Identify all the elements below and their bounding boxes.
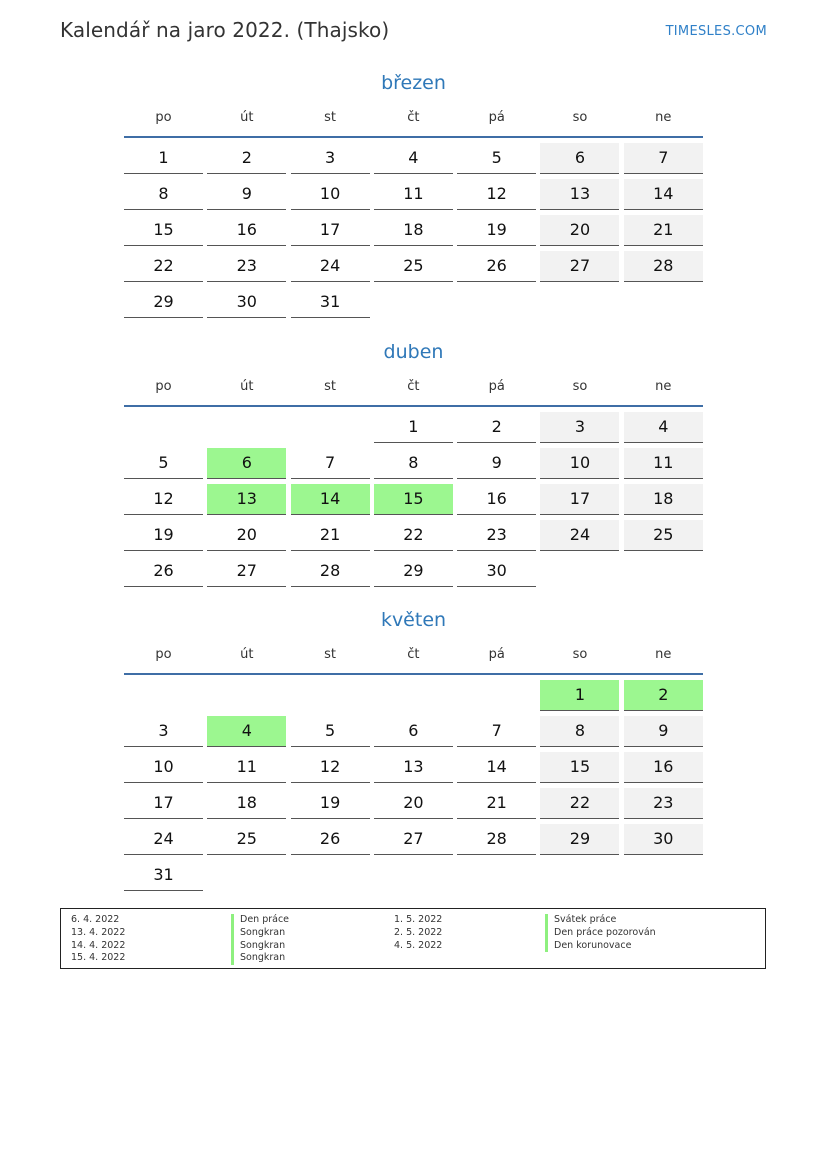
day-cell[interactable]: 21 xyxy=(624,215,703,246)
day-cell[interactable]: 5 xyxy=(124,448,203,479)
day-cell[interactable]: 8 xyxy=(124,179,203,210)
weekday-header xyxy=(124,104,703,132)
day-cell[interactable]: 16 xyxy=(207,215,286,246)
empty-cell xyxy=(291,860,370,891)
day-cell[interactable]: 30 xyxy=(457,556,536,587)
holiday-name: Songkran xyxy=(231,952,289,965)
holiday-date: 4. 5. 2022 xyxy=(394,939,443,951)
week-row xyxy=(124,556,703,587)
day-cell[interactable]: 15 xyxy=(540,752,619,783)
day-cell[interactable]: 14 xyxy=(291,484,370,515)
day-cell[interactable]: 28 xyxy=(457,824,536,855)
weekday-label: so xyxy=(572,379,588,394)
weekday-label: ne xyxy=(655,110,672,125)
day-cell[interactable]: 30 xyxy=(624,824,703,855)
weeks-grid xyxy=(124,412,703,587)
day-cell[interactable]: 7 xyxy=(624,143,703,174)
day-cell[interactable]: 3 xyxy=(124,716,203,747)
day-cell[interactable]: 22 xyxy=(374,520,453,551)
empty-cell xyxy=(624,556,703,587)
day-cell[interactable]: 2 xyxy=(624,680,703,711)
day-cell[interactable]: 31 xyxy=(124,860,203,891)
holiday-date: 6. 4. 2022 xyxy=(71,914,120,925)
day-cell[interactable]: 21 xyxy=(291,520,370,551)
day-cell[interactable]: 25 xyxy=(207,824,286,855)
weekday-label: so xyxy=(572,110,588,125)
empty-cell xyxy=(374,680,453,711)
empty-cell xyxy=(457,860,536,891)
day-cell[interactable]: 7 xyxy=(457,716,536,747)
day-cell[interactable]: 19 xyxy=(457,215,536,246)
weekday-label: so xyxy=(572,647,588,662)
week-row xyxy=(124,680,703,711)
day-cell[interactable]: 18 xyxy=(207,788,286,819)
weekday-label: st xyxy=(324,379,337,394)
week-row xyxy=(124,716,703,747)
day-cell[interactable]: 20 xyxy=(374,788,453,819)
weekday-header xyxy=(124,641,703,669)
empty-cell xyxy=(124,412,203,443)
day-cell[interactable]: 20 xyxy=(540,215,619,246)
weekday-label: po xyxy=(155,379,172,394)
day-cell[interactable]: 25 xyxy=(624,520,703,551)
day-cell[interactable]: 10 xyxy=(124,752,203,783)
holiday-date: 15. 4. 2022 xyxy=(71,952,126,964)
day-cell[interactable]: 9 xyxy=(207,179,286,210)
weekday-header xyxy=(124,373,703,401)
empty-cell xyxy=(207,680,286,711)
empty-cell xyxy=(207,860,286,891)
legend-dates-right xyxy=(394,914,442,952)
week-row xyxy=(124,448,703,479)
day-cell[interactable]: 14 xyxy=(457,752,536,783)
day-cell[interactable]: 28 xyxy=(291,556,370,587)
legend-names-left xyxy=(231,914,289,965)
weekday-label: út xyxy=(240,647,254,662)
week-row xyxy=(124,788,703,819)
empty-cell xyxy=(124,680,203,711)
week-row xyxy=(124,824,703,855)
day-cell[interactable]: 12 xyxy=(457,179,536,210)
holiday-legend xyxy=(60,908,766,969)
weekday-label: ne xyxy=(655,379,672,394)
day-cell[interactable]: 29 xyxy=(540,824,619,855)
day-cell[interactable]: 13 xyxy=(207,484,286,515)
week-row xyxy=(124,143,703,174)
weekday-label: pá xyxy=(488,379,505,394)
holiday-date: 2. 5. 2022 xyxy=(394,926,443,938)
day-cell[interactable]: 5 xyxy=(291,716,370,747)
day-cell[interactable]: 26 xyxy=(124,556,203,587)
day-cell[interactable]: 16 xyxy=(457,484,536,515)
day-cell[interactable]: 12 xyxy=(124,484,203,515)
day-cell[interactable]: 20 xyxy=(207,520,286,551)
day-cell[interactable]: 3 xyxy=(540,412,619,443)
weeks-grid xyxy=(124,680,703,891)
month-title: květen xyxy=(380,609,447,631)
weekday-label: ne xyxy=(655,647,672,662)
day-cell[interactable]: 24 xyxy=(291,251,370,282)
weekday-label: pá xyxy=(488,110,505,125)
month-calendar xyxy=(124,605,703,896)
empty-cell xyxy=(540,860,619,891)
day-cell[interactable]: 3 xyxy=(291,143,370,174)
header-divider xyxy=(124,405,703,407)
day-cell[interactable]: 31 xyxy=(291,287,370,318)
day-cell[interactable]: 6 xyxy=(207,448,286,479)
weeks-grid xyxy=(124,143,703,318)
day-cell[interactable]: 27 xyxy=(374,824,453,855)
empty-cell xyxy=(374,860,453,891)
page-title: Kalendář na jaro 2022. (Thajsko) xyxy=(60,18,390,42)
week-row xyxy=(124,412,703,443)
weekday-label: pá xyxy=(488,647,505,662)
day-cell[interactable]: 12 xyxy=(291,752,370,783)
day-cell[interactable]: 24 xyxy=(124,824,203,855)
holiday-name: Den práce pozorován xyxy=(545,927,656,940)
day-cell[interactable]: 4 xyxy=(207,716,286,747)
weekday-label: út xyxy=(240,110,254,125)
day-cell[interactable]: 21 xyxy=(457,788,536,819)
empty-cell xyxy=(540,287,619,318)
day-cell[interactable]: 27 xyxy=(540,251,619,282)
site-logo[interactable]: TIMESLES.COM xyxy=(665,24,767,39)
day-cell[interactable]: 1 xyxy=(124,143,203,174)
day-cell[interactable]: 11 xyxy=(374,179,453,210)
week-row xyxy=(124,860,703,891)
day-cell[interactable]: 16 xyxy=(624,752,703,783)
day-cell[interactable]: 18 xyxy=(624,484,703,515)
empty-cell xyxy=(291,680,370,711)
day-cell[interactable]: 26 xyxy=(457,251,536,282)
empty-cell xyxy=(457,287,536,318)
day-cell[interactable]: 15 xyxy=(124,215,203,246)
day-cell[interactable]: 8 xyxy=(374,448,453,479)
legend-dates-left xyxy=(71,914,125,965)
day-cell[interactable]: 7 xyxy=(291,448,370,479)
day-cell[interactable]: 5 xyxy=(457,143,536,174)
day-cell[interactable]: 2 xyxy=(207,143,286,174)
empty-cell xyxy=(207,412,286,443)
day-cell[interactable]: 11 xyxy=(624,448,703,479)
day-cell[interactable]: 28 xyxy=(624,251,703,282)
holiday-name: Den práce xyxy=(231,914,289,927)
day-cell[interactable]: 13 xyxy=(540,179,619,210)
day-cell[interactable]: 23 xyxy=(624,788,703,819)
weekday-label: út xyxy=(240,379,254,394)
weekday-label: po xyxy=(155,110,172,125)
day-cell[interactable]: 2 xyxy=(457,412,536,443)
holiday-name: Svátek práce xyxy=(545,914,656,927)
week-row xyxy=(124,215,703,246)
empty-cell xyxy=(291,412,370,443)
month-title: březen xyxy=(381,72,446,94)
day-cell[interactable]: 22 xyxy=(124,251,203,282)
day-cell[interactable]: 22 xyxy=(540,788,619,819)
day-cell[interactable]: 15 xyxy=(374,484,453,515)
day-cell[interactable]: 6 xyxy=(540,143,619,174)
day-cell[interactable]: 10 xyxy=(291,179,370,210)
month-title: duben xyxy=(383,341,444,363)
day-cell[interactable]: 24 xyxy=(540,520,619,551)
holiday-name: Songkran xyxy=(231,940,289,953)
day-cell[interactable]: 1 xyxy=(540,680,619,711)
day-cell[interactable]: 8 xyxy=(540,716,619,747)
day-cell[interactable]: 19 xyxy=(124,520,203,551)
day-cell[interactable]: 11 xyxy=(207,752,286,783)
weekday-label: čt xyxy=(407,647,420,662)
month-calendar xyxy=(124,68,703,323)
empty-cell xyxy=(540,556,619,587)
day-cell[interactable]: 19 xyxy=(291,788,370,819)
day-cell[interactable]: 27 xyxy=(207,556,286,587)
week-row xyxy=(124,251,703,282)
day-cell[interactable]: 4 xyxy=(624,412,703,443)
day-cell[interactable]: 17 xyxy=(124,788,203,819)
holiday-name: Songkran xyxy=(231,927,289,940)
holiday-name: Den korunovace xyxy=(545,940,656,953)
day-cell[interactable]: 29 xyxy=(374,556,453,587)
day-cell[interactable]: 17 xyxy=(540,484,619,515)
week-row xyxy=(124,179,703,210)
day-cell[interactable]: 4 xyxy=(374,143,453,174)
weekday-label: po xyxy=(155,647,172,662)
day-cell[interactable]: 9 xyxy=(624,716,703,747)
empty-cell xyxy=(457,680,536,711)
weekday-label: čt xyxy=(407,379,420,394)
week-row xyxy=(124,520,703,551)
day-cell[interactable]: 13 xyxy=(374,752,453,783)
week-row xyxy=(124,752,703,783)
week-row xyxy=(124,287,703,318)
holiday-date: 13. 4. 2022 xyxy=(71,926,126,938)
weekday-label: st xyxy=(324,110,337,125)
header-divider xyxy=(124,673,703,675)
day-cell[interactable]: 26 xyxy=(291,824,370,855)
legend-names-right xyxy=(545,914,656,952)
empty-cell xyxy=(374,287,453,318)
day-cell[interactable]: 29 xyxy=(124,287,203,318)
day-cell[interactable]: 1 xyxy=(374,412,453,443)
weekday-label: st xyxy=(324,647,337,662)
week-row xyxy=(124,484,703,515)
month-calendar xyxy=(124,337,703,592)
day-cell[interactable]: 25 xyxy=(374,251,453,282)
day-cell[interactable]: 10 xyxy=(540,448,619,479)
empty-cell xyxy=(624,860,703,891)
day-cell[interactable]: 6 xyxy=(374,716,453,747)
day-cell[interactable]: 18 xyxy=(374,215,453,246)
day-cell[interactable]: 17 xyxy=(291,215,370,246)
holiday-date: 1. 5. 2022 xyxy=(394,914,443,925)
day-cell[interactable]: 14 xyxy=(624,179,703,210)
day-cell[interactable]: 23 xyxy=(457,520,536,551)
header-divider xyxy=(124,136,703,138)
day-cell[interactable]: 9 xyxy=(457,448,536,479)
day-cell[interactable]: 30 xyxy=(207,287,286,318)
day-cell[interactable]: 23 xyxy=(207,251,286,282)
empty-cell xyxy=(624,287,703,318)
weekday-label: čt xyxy=(407,110,420,125)
holiday-date: 14. 4. 2022 xyxy=(71,939,126,951)
